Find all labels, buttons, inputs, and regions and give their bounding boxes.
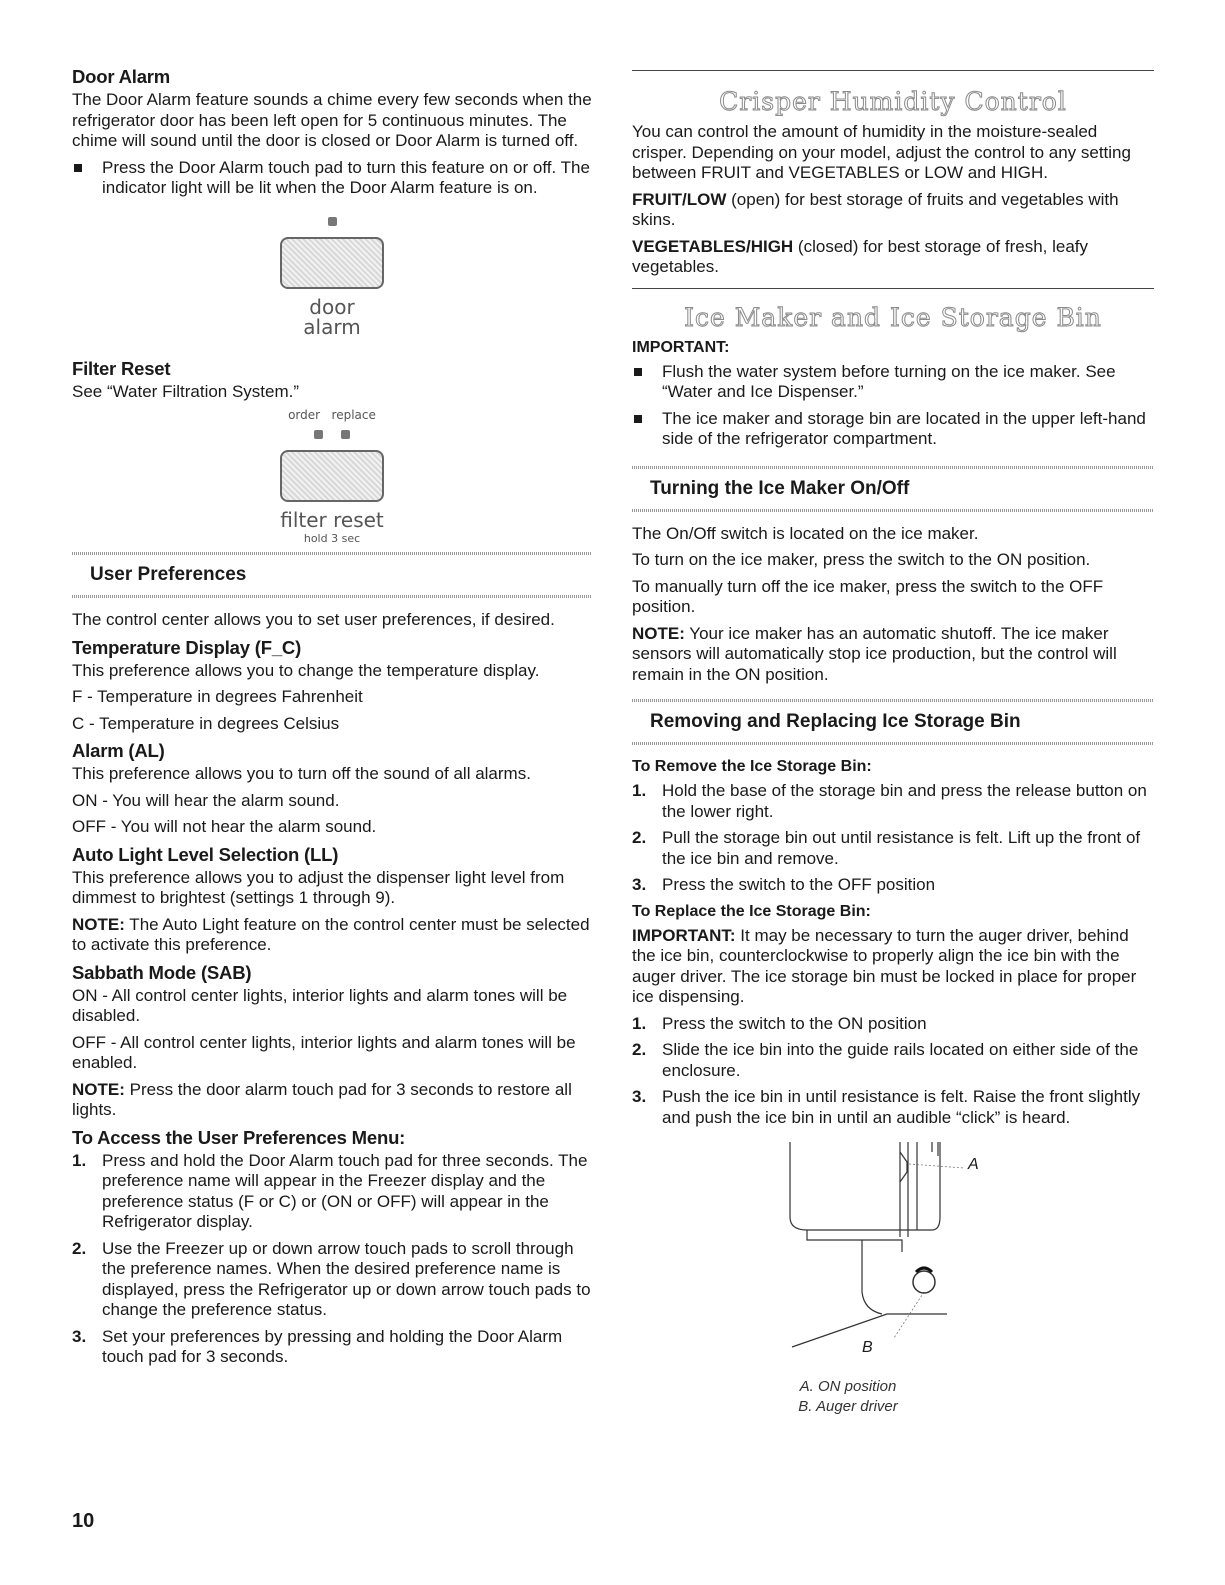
replace-light-icon: [341, 430, 350, 439]
important-label: IMPORTANT:: [632, 338, 730, 356]
door-alarm-pad-figure: [72, 213, 592, 348]
list-item: [72, 1151, 592, 1233]
list-item: [632, 1087, 1154, 1128]
crisper-veg: [632, 237, 1154, 278]
step-text: Push the ice bin in until resistance is felt. Raise the front slightly and push the ice bin in until an audible “click” is heard.: [662, 1087, 1141, 1127]
replace-bin-heading: To Replace the Ice Storage Bin:: [632, 902, 871, 920]
step-text: Slide the ice bin into the guide rails located on either side of the enclosure.: [662, 1040, 1139, 1080]
bullet-icon: [634, 415, 642, 423]
label-a: A: [968, 1156, 979, 1173]
note-text: The Auto Light feature on the control center must be selected to activate this preference.: [72, 914, 590, 954]
list-item: [632, 1040, 1154, 1081]
bullet-text: Flush the water system before turning on the ice maker. See “Water and Ice Dispenser.”: [662, 361, 1116, 401]
right-column: [632, 62, 1154, 1417]
remove-bin-heading: To Remove the Ice Storage Bin:: [632, 758, 872, 775]
step-number: 1.: [632, 1013, 647, 1033]
step-text: Pull the storage bin out until resistance is felt. Lift up the front of the ice bin and remove.: [662, 828, 1141, 868]
sabbath-on-text: ON - All control center lights, interior lights and alarm tones will be disabled.: [72, 985, 568, 1025]
hold-label: hold 3 sec: [303, 532, 361, 545]
list-item: [632, 362, 1154, 403]
crisper-fruit: [632, 190, 1154, 231]
door-alarm-bullet-text: Press the Door Alarm touch pad to turn this feature on or off. The indicator light will be lit when the Door Alarm feature is on.: [102, 157, 590, 197]
storage-bin-heading: Removing and Replacing Ice Storage Bin: [650, 711, 1021, 732]
access-menu-heading: To Access the User Preferences Menu:: [72, 1126, 406, 1148]
auto-light-heading: Auto Light Level Selection (LL): [72, 843, 339, 865]
step-number: 3.: [632, 1087, 647, 1106]
step-number: 1.: [632, 781, 647, 800]
list-item: [632, 828, 1154, 869]
note-label: NOTE:: [72, 1079, 125, 1099]
ice-maker-onoff-heading: Turning the Ice Maker On/Off: [650, 477, 910, 499]
sabbath-note: [72, 1080, 592, 1121]
list-item: [632, 1014, 1154, 1035]
filter-reset-touch-pad: [280, 450, 384, 502]
filter-reset-heading: Filter Reset: [72, 357, 171, 379]
step-text: Press and hold the Door Alarm touch pad for three seconds. The preference name will appear in the Freezer display and the preference status (F or C) or (ON or OFF) will appear in the Refrigerator display.: [102, 1150, 588, 1231]
temp-display-text: This preference allows you to change the temperature display.: [72, 660, 540, 680]
alarm-on-text: ON - You will hear the alarm sound.: [72, 790, 340, 810]
note-label: NOTE:: [72, 914, 125, 934]
veg-label: VEGETABLES/HIGH: [632, 236, 794, 256]
onoff-text-3: To manually turn off the ice maker, press the switch to the OFF position.: [632, 576, 1104, 616]
crisper-intro: You can control the amount of humidity in the moisture-sealed crisper. Depending on your model, adjust the control to any setting between FRUIT and VEGETABLES or LOW and HIGH.: [632, 122, 1131, 182]
step-number: 2.: [632, 828, 647, 847]
ice-maker-heading: Ice Maker and Ice Storage Bin: [684, 302, 1102, 332]
alarm-text: This preference allows you to turn off the sound of all alarms.: [72, 764, 531, 783]
label-b: B: [862, 1339, 873, 1356]
user-preferences-section-header: [72, 552, 592, 598]
figure-caption: [542, 1377, 1154, 1417]
ice-bin-diagram: [632, 1142, 1154, 1377]
page-number: 10: [72, 1510, 95, 1532]
step-text: Press the switch to the OFF position: [662, 875, 936, 894]
replace-important: [632, 926, 1154, 1008]
filter-reset-text: See “Water Filtration System.”: [72, 381, 300, 401]
door-alarm-heading: Door Alarm: [72, 66, 171, 87]
auto-light-note: [72, 915, 592, 956]
ice-maker-onoff-section-header: [632, 466, 1154, 512]
temp-c-text: C - Temperature in degrees Celsius: [72, 713, 340, 733]
replace-label: replace: [331, 408, 376, 422]
storage-bin-section-header: [632, 699, 1154, 745]
fruit-label: FRUIT/LOW: [632, 189, 727, 209]
list-item: [632, 875, 1154, 896]
door-alarm-bullet: [72, 158, 592, 199]
onoff-note: [632, 624, 1154, 686]
divider: [632, 288, 1154, 289]
divider: [632, 70, 1154, 71]
sabbath-heading: Sabbath Mode (SAB): [72, 961, 252, 983]
auto-light-text: This preference allows you to adjust the dispenser light level from dimmest to brightest (settings 1 through 9).: [72, 867, 565, 907]
filter-reset-pad-label: filter reset: [280, 508, 384, 532]
door-alarm-touch-pad: [280, 237, 384, 289]
note-text: Your ice maker has an automatic shutoff. The ice maker sensors will automatically stop ice production, but the control will remain in the ON position.: [632, 623, 1117, 684]
user-prefs-intro: The control center allows you to set user preferences, if desired.: [72, 610, 555, 629]
step-text: Use the Freezer up or down arrow touch pads to scroll through the preference names. When the desired preference name is displayed, press the Refrigerator up or down arrow touch pads to change the preference status.: [102, 1238, 591, 1319]
order-light-icon: [314, 430, 323, 439]
user-preferences-heading: User Preferences: [90, 564, 247, 585]
note-label: NOTE:: [632, 623, 685, 643]
step-number: 2.: [632, 1040, 647, 1059]
alarm-off-text: OFF - You will not hear the alarm sound.: [72, 817, 377, 836]
bullet-icon: [634, 368, 642, 376]
list-item: [72, 1327, 592, 1368]
ice-bin-figure: [632, 1142, 1154, 1377]
alarm-heading: Alarm (AL): [72, 740, 165, 761]
list-item: [72, 1239, 592, 1321]
door-alarm-pad-label-2: alarm: [303, 314, 361, 339]
important-label: IMPORTANT:: [632, 925, 736, 945]
step-text: Set your preferences by pressing and holding the Door Alarm touch pad for 3 seconds.: [102, 1326, 563, 1366]
note-text: Press the door alarm touch pad for 3 seconds to restore all lights.: [72, 1079, 572, 1119]
sabbath-off-text: OFF - All control center lights, interior lights and alarm tones will be enabled.: [72, 1032, 576, 1072]
filter-reset-pad-figure: [72, 408, 592, 545]
step-text: Press the switch to the ON position: [662, 1013, 927, 1033]
step-number: 2.: [72, 1238, 87, 1258]
door-alarm-intro: The Door Alarm feature sounds a chime every few seconds when the refrigerator door has been left open for 5 continuous minutes. The chime will sound until the door is closed or Door Alarm is turned off.: [72, 90, 592, 150]
caption-b: B. Auger driver: [798, 1398, 898, 1415]
bullet-text: The ice maker and storage bin are located in the upper left-hand side of the refrigerator compartment.: [662, 408, 1146, 448]
fruit-text: (open) for best storage of fruits and vegetables with skins.: [632, 189, 1119, 229]
door-alarm-pad-label-1: door: [309, 294, 355, 319]
list-item: [632, 409, 1154, 450]
temp-f-text: F - Temperature in degrees Fahrenheit: [72, 687, 363, 706]
step-number: 1.: [72, 1150, 87, 1170]
step-number: 3.: [632, 875, 647, 894]
onoff-text-2: To turn on the ice maker, press the switch to the ON position.: [632, 550, 1091, 569]
bullet-icon: [74, 164, 82, 172]
temp-display-heading: Temperature Display (F_C): [72, 636, 302, 658]
step-text: Hold the base of the storage bin and press the release button on the lower right.: [662, 781, 1147, 821]
left-column: [72, 62, 592, 1374]
auger-driver-icon: [913, 1271, 935, 1293]
indicator-light-icon: [328, 217, 337, 226]
step-number: 3.: [72, 1326, 87, 1346]
crisper-heading: Crisper Humidity Control: [719, 87, 1067, 116]
caption-a: A. ON position: [799, 1378, 897, 1395]
onoff-text-1: The On/Off switch is located on the ice maker.: [632, 523, 979, 543]
list-item: [632, 781, 1154, 822]
important-text: It may be necessary to turn the auger driver, behind the ice bin, counterclockwise to properly align the ice bin with the auger driver. The ice storage bin must be locked in place for proper ice dispensing.: [632, 925, 1137, 1006]
order-label: order: [288, 408, 321, 422]
veg-text: (closed) for best storage of fresh, leafy vegetables.: [632, 236, 1089, 276]
